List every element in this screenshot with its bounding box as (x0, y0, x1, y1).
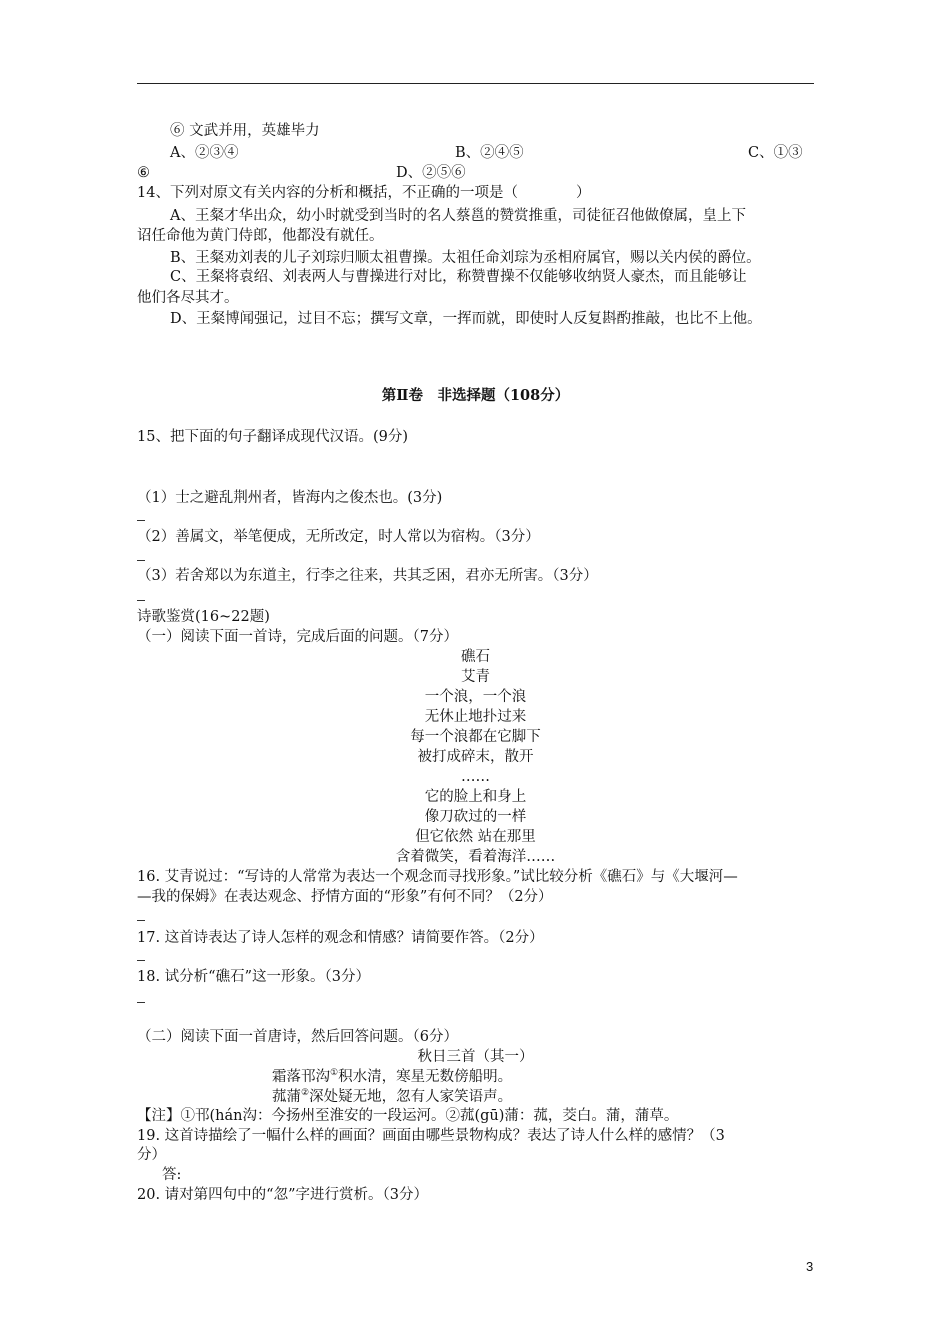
q13-option-d: D、②⑤⑥ (396, 165, 466, 181)
poetry-part-2-intro: （二）阅读下面一首唐诗，然后回答问题。（6分） (137, 1029, 458, 1045)
poetry-part-1-intro: （一）阅读下面一首诗，完成后面的问题。（7分） (137, 629, 458, 645)
poem-line: 无休止地扑过来 (424, 709, 527, 725)
q13-option-c-cont: ⑥ (137, 165, 150, 181)
q14-stem: 14、下列对原文有关内容的分析和概括，不正确的一项是（ ） (137, 185, 591, 201)
q14-option-d: D、王粲博闻强记，过目不忘；撰写文章，一挥而就，即使时人反复斟酌推敲，也比不上他。 (170, 311, 762, 327)
q20: 20. 请对第四句中的“忽”字进行赏析。（3分） (137, 1187, 428, 1203)
q14-option-a-line2: 诏任命他为黄门侍郎，他都没有就任。 (137, 228, 384, 244)
answer-line (137, 960, 145, 961)
q14-option-c-line2: 他们各尽其才。 (137, 290, 239, 306)
answer-line (137, 1002, 145, 1003)
header-rule (137, 83, 814, 84)
q17: 17. 这首诗表达了诗人怎样的观念和情感？请简要作答。（2分） (137, 930, 544, 946)
q13-option-b: B、②④⑤ (455, 145, 524, 161)
poem-line: 含着微笑，看着海洋…… (395, 849, 556, 865)
poem-title: 礁石 (461, 649, 490, 665)
q13-item6: ⑥ 文武并用，英雄毕力 (170, 123, 320, 139)
tang-poem-line-1: 霜落邗沟①积水清，寒星无数傍船明。 (272, 1068, 513, 1085)
poem-line: 但它依然 站在那里 (415, 829, 536, 845)
page-number: 3 (806, 1259, 814, 1274)
q16-line1: 16. 艾青说过：“写诗的人常常为表达一个观念而寻找形象。”试比较分析《礁石》与《大堰河— (137, 869, 738, 885)
poem-line: 像刀砍过的一样 (424, 809, 527, 825)
q13-option-a: A、②③④ (170, 145, 239, 161)
q16-line2: —我的保姆》在表达观念、抒情方面的“形象”有何不同？（2分） (137, 889, 553, 905)
q13-option-c: C、①③ (748, 145, 803, 161)
q15-stem: 15、把下面的句子翻译成现代汉语。(9分) (137, 429, 408, 445)
poem-line: 每一个浪都在它脚下 (410, 729, 541, 745)
section-2-heading: 第Ⅱ卷 非选择题（108分） (381, 387, 570, 404)
answer-line (137, 520, 145, 521)
q19-line1: 19. 这首诗描绘了一幅什么样的画面？画面由哪些景物构成？表达了诗人什么样的感情？（3 (137, 1128, 725, 1144)
q14-option-a-line1: A、王粲才华出众，幼小时就受到当时的名人蔡邕的赞赏推重，司徒征召他做僚属，皇上下 (170, 208, 746, 224)
poem-note: 【注】①邗(hán沟：今扬州至淮安的一段运河。②菰(gū)蒲：菰，茭白。蒲，蒲草。 (137, 1108, 679, 1124)
poem-author: 艾青 (461, 669, 490, 685)
answer-line (137, 560, 145, 561)
tang-poem-line-2: 菰蒲②深处疑无地，忽有人家笑语声。 (272, 1088, 513, 1105)
answer-line (137, 600, 145, 601)
q14-option-b: B、王粲劝刘表的儿子刘琮归顺太祖曹操。太祖任命刘琮为丞相府属官，赐以关内侯的爵位。 (170, 250, 761, 266)
q15-sentence-1: （1）士之避乱荆州者，皆海内之俊杰也。(3分) (137, 490, 443, 506)
q15-sentence-2: （2）善属文，举笔便成，无所改定，时人常以为宿构。（3分） (137, 529, 540, 545)
poem-line: 被打成碎末，散开 (417, 749, 534, 765)
poem-line: …… (461, 769, 490, 785)
poem-line: 它的脸上和身上 (424, 789, 527, 805)
answer-line (137, 920, 145, 921)
q19-answer-label: 答: (162, 1167, 182, 1183)
poem-line: 一个浪，一个浪 (424, 689, 527, 705)
tang-poem-title: 秋日三首（其一） (417, 1049, 534, 1065)
poetry-heading: 诗歌鉴赏(16~22题) (137, 609, 270, 625)
q14-option-c-line1: C、王粲将袁绍、刘表两人与曹操进行对比，称赞曹操不仅能够收纳贤人豪杰，而且能够让 (170, 269, 747, 285)
q18: 18. 试分析“礁石”这一形象。（3分） (137, 969, 370, 985)
q19-line2: 分） (137, 1147, 166, 1163)
q15-sentence-3: （3）若舍郑以为东道主，行李之往来，共其乏困，君亦无所害。（3分） (137, 568, 598, 584)
